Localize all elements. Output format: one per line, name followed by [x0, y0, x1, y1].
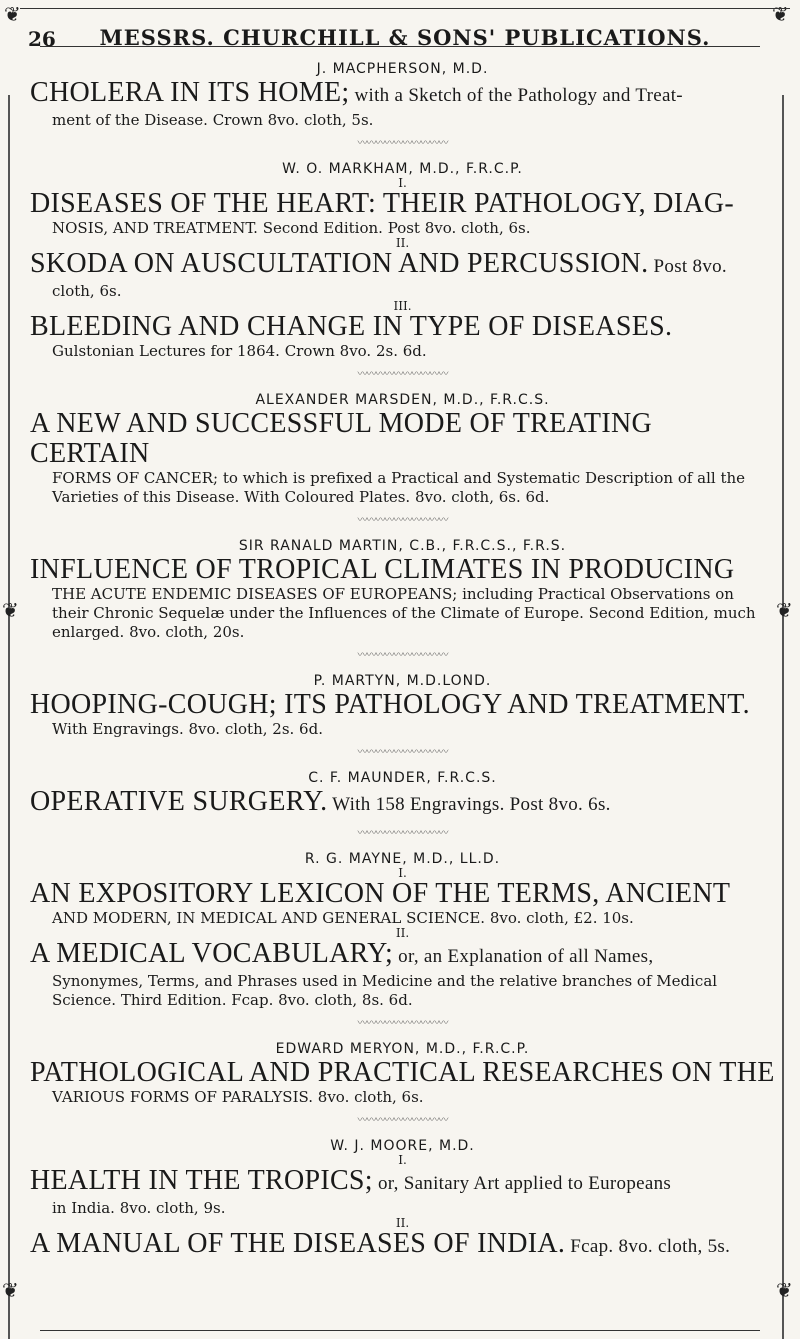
work-description: With Engravings. 8vo. cloth, 2s. 6d. [52, 720, 323, 738]
section-separator: 〰〰〰〰〰〰〰〰〰〰 [357, 747, 448, 758]
section-separator: 〰〰〰〰〰〰〰〰〰〰 [357, 138, 448, 149]
work-description: in India. 8vo. cloth, 9s. [52, 1199, 226, 1217]
work-title-tail: or, Sanitary Art applied to Europeans [372, 1173, 672, 1194]
author-name: W. J. MOORE, M.D. [330, 1138, 475, 1154]
left-border-line [8, 95, 10, 1339]
catalogue-entry [30, 391, 775, 507]
section-separator: 〰〰〰〰〰〰〰〰〰〰 [357, 650, 448, 661]
section-separator: 〰〰〰〰〰〰〰〰〰〰 [357, 1018, 448, 1029]
work-numeral: II. [395, 236, 410, 250]
work-title [30, 249, 775, 282]
author-name: ALEXANDER MARSDEN, M.D., F.R.C.S. [255, 392, 550, 408]
work-title-tail: or, an Explanation of all Names, [393, 946, 654, 967]
work-description: THE ACUTE ENDEMIC DISEASES OF EUROPEANS; including Practical Observations on their Chronic Sequelæ under the Influences of the Climate of Europe. Second Edition, much enlarged. 8vo. cloth, 20s. [52, 585, 756, 641]
work-title-text: BLEEDING AND CHANGE IN TYPE OF DISEASES. [30, 311, 673, 342]
work-numeral: I. [398, 1153, 407, 1167]
work-title-text: AN EXPOSITORY LEXICON OF THE TERMS, ANCIENT [30, 878, 731, 909]
work-title-text: PATHOLOGICAL AND PRACTICAL RESEARCHES ON THE [30, 1057, 775, 1088]
work-title-tail: Fcap. 8vo. cloth, 5s. [565, 1236, 731, 1257]
work-numeral: I. [398, 176, 407, 190]
work-title-text: A MANUAL OF THE DISEASES OF INDIA. [30, 1228, 566, 1259]
author-name: W. O. MARKHAM, M.D., F.R.C.P. [282, 161, 523, 177]
catalogue-entry [30, 1040, 775, 1107]
side-ornament-icon: ❦ [776, 1278, 793, 1302]
right-border-line [782, 95, 784, 1339]
work-title-text: INFLUENCE OF TROPICAL CLIMATES IN PRODUCING [30, 554, 735, 585]
author-name: EDWARD MERYON, M.D., F.R.C.P. [275, 1041, 530, 1057]
catalogue-entry [30, 60, 775, 130]
work-title [30, 879, 775, 909]
work-title-text: A MEDICAL VOCABULARY; [30, 938, 394, 969]
page-number: 26 [28, 27, 56, 51]
work-description: AND MODERN, IN MEDICAL AND GENERAL SCIENCE. 8vo. cloth, £2. 10s. [52, 909, 634, 927]
work-title-text: DISEASES OF THE HEART: THEIR PATHOLOGY, DIAG- [30, 188, 734, 219]
work-description: VARIOUS FORMS OF PARALYSIS. 8vo. cloth, 6s. [52, 1088, 424, 1106]
work-title [30, 690, 775, 720]
catalogue-entry [30, 537, 775, 642]
running-title: MESSRS. CHURCHILL & SONS' PUBLICATIONS. [99, 25, 711, 50]
author-name: J. MACPHERSON, M.D. [316, 61, 489, 77]
work-title [30, 409, 775, 469]
work-numeral: I. [398, 866, 407, 880]
work-description: FORMS OF CANCER; to which is prefixed a Practical and Systematic Description of all the Varieties of this Disease. With Coloured Plates. 8vo. cloth, 6s. 6d. [52, 469, 746, 506]
work-title-text: A NEW AND SUCCESSFUL MODE OF TREATING CERTAIN [30, 408, 652, 469]
author-name: R. G. MAYNE, M.D., LL.D. [304, 851, 501, 867]
section-separator: 〰〰〰〰〰〰〰〰〰〰 [357, 1115, 448, 1126]
work-title [30, 1058, 775, 1088]
bottom-rule [40, 1330, 760, 1331]
work-title-tail: Post 8vo. [648, 256, 727, 277]
work-description: Gulstonian Lectures for 1864. Crown 8vo. 2s. 6d. [52, 342, 427, 360]
work-title [30, 939, 775, 972]
work-description: ment of the Disease. Crown 8vo. cloth, 5s. [52, 111, 374, 129]
work-title [30, 1166, 775, 1199]
work-title-text: HOOPING-COUGH; ITS PATHOLOGY AND TREATMENT. [30, 689, 750, 720]
work-title [30, 787, 775, 820]
work-title [30, 555, 775, 585]
corner-ornament-icon: ❦ [4, 2, 21, 26]
running-head [20, 8, 790, 51]
work-numeral: II. [395, 1216, 410, 1230]
section-separator: 〰〰〰〰〰〰〰〰〰〰 [357, 369, 448, 380]
work-title-text: OPERATIVE SURGERY. [30, 786, 328, 817]
catalogue-entry [30, 672, 775, 739]
side-ornament-icon: ❦ [2, 1278, 19, 1302]
catalogue-entry [30, 1137, 775, 1262]
catalogue-entry [30, 769, 775, 820]
work-title [30, 189, 775, 219]
catalogue-entry [30, 850, 775, 1010]
corner-ornament-icon: ❦ [772, 2, 789, 26]
work-title-text: HEALTH IN THE TROPICS; [30, 1165, 373, 1196]
work-title-text: SKODA ON AUSCULTATION AND PERCUSSION. [30, 248, 649, 279]
section-separator: 〰〰〰〰〰〰〰〰〰〰 [357, 515, 448, 526]
author-name: SIR RANALD MARTIN, C.B., F.R.C.S., F.R.S. [238, 538, 567, 554]
work-title-tail: with a Sketch of the Pathology and Treat- [349, 85, 683, 106]
work-numeral: II. [395, 926, 410, 940]
side-ornament-icon: ❦ [776, 598, 793, 622]
work-title [30, 312, 775, 342]
work-description: NOSIS, AND TREATMENT. Second Edition. Post 8vo. cloth, 6s. [52, 219, 531, 237]
work-description: Synonymes, Terms, and Phrases used in Medicine and the relative branches of Medical Science. Third Edition. Fcap. 8vo. cloth, 8s. 6d. [52, 972, 718, 1009]
work-description: cloth, 6s. [52, 282, 122, 300]
work-title-tail: With 158 Engravings. Post 8vo. 6s. [327, 794, 611, 815]
work-title-text: CHOLERA IN ITS HOME; [30, 77, 350, 108]
catalogue-entry [30, 160, 775, 361]
work-title [30, 78, 775, 111]
work-numeral: III. [393, 299, 412, 313]
catalogue-entries [30, 60, 775, 1262]
work-title [30, 1229, 775, 1262]
side-ornament-icon: ❦ [2, 598, 19, 622]
author-name: P. MARTYN, M.D.LOND. [313, 673, 492, 689]
section-separator: 〰〰〰〰〰〰〰〰〰〰 [357, 828, 448, 839]
author-name: C. F. MAUNDER, F.R.C.S. [308, 770, 497, 786]
